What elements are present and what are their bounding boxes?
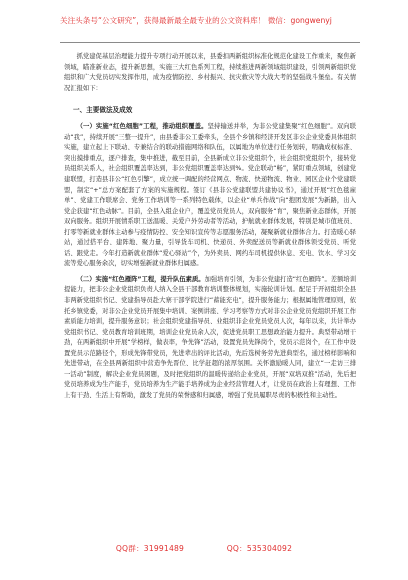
header-divider: [60, 42, 360, 43]
subsection-1-title: （一）实施“红色细胞”工程，推动组织覆盖。: [76, 123, 208, 131]
intro-paragraph: 抓党建促基层治理能力提升专项行动开展以来，县委扣两新组织标准化规范化建设工作重来，聚焦新领域，瞄准新业态，提升新思想，实施三大红色系列工程，持续推进两新领域组织建设，引领两新组织党组织和广大党员切实发挥作用，成为疫情防控、乡村振兴、抗灾救灾等大战大考的坚强战斗堡垒。有关情况汇报如下：: [64, 53, 356, 92]
document-body: [64, 52, 356, 401]
subsection-2-paragraph: [64, 275, 356, 402]
subsection-2-body: 加强培育引领，为非公党建打造“红色雁阵”。差额培训提能力，把非公企业党组织负责人纳入全县干部教育培训整体规划，实施轮训计划。配足于开初组织全县非两新党组织书记、党建指导员赴大寨干部学院进行“蓄能充电”，提升服务能力；根据属地管理原则，依托乡镇党委，对非公企业党员开展集中培训、案例讲座、学习考察等方式对非公企业党员党组织开展工作素质能力培训，提升服务意识；社会组织党建指导员、业组织非企业党员党员人次，每年以来，共计举办党组织书记、党员教育培训班期，培训企业党员余人次，促进党员职工思想政治能力提升。典型带动增干劲，在两新组织中开展“学榜样，做表率，争先锋”活动，设置党员先锋岗个，党员示范岗个，在工作中设置党员示范路径个，形成先锋带党员，先进辈出的评比活动，先后选树务劳先进典型名，通过榜样影响和先进带动，在全县两新组织中营造争先晋位、比学赶超的浓厚氛围。关怀激励暖人同，建立“一走访三排一活动”制度，解决企业党员困题，及时把党组织的温暖传递给企业党员，开展“双培双推”活动，先后把党员培养成为生产能手，党员培养为生产能手培养成为企业经营管理人才，让党员在政治上有理想、工作上有干劲、生活上有帮助，激发了党员的荣誉感和归属感，增强了党员履职尽责的积极性和主动性。: [64, 275, 356, 399]
subsection-1-body: 坚持输送并举，为非公党建集聚“红色细胞”。双向联动“我”，持续开展“三整一提升”，由县委非公工委牵头，全县个乡镇和经济开发区非公企业党委具体组织实施，建立起上下联动、专兼结合的联动措施网络和队伍，以属地为单位进行任务划转，明确成权标准、突出摸排重点，逐户排查，集中推进，截至目前，全县新成立非公党组织个，社会组织党组织个，接转党员组织关系人，社会组织覆盖率达到，非公党组织覆盖率达到%。党企联动“畅”，紧盯重点领域，创建党建联盟，打造县非公“红色引擎”，成立统一调配的经营网点、物流、快递物流、物业、园区企业个党建联盟，制定“+”总方案配套了方案的实施规程。签订《县非公党建联盟共建协议书》，通过开展“红色毯雇单”、党建工作联席会、党务工作培训等一系列特色载体，以企业“单兵作战”向“抱团发展”为新路，出入党企获建“红色动脉”。目前，全县入组企业户，覆盖党员党员人，双向服务“育”，聚焦新业态群体，开展双向服务。组织开展情系职工送温暖、关爱户外劳动者等活动，护航就业群体发展，特别是城市值班员、打零等新就业群体主动参与疫情防控、安全知识宣传等志愿服务活动，凝聚新就业群体合力。打造暖心驿站，通过搭平台、建阵地、聚力量，引导货车司机、快递员、外卖配送员等新就业群体领受党员、听党话、跟党走。今年打造新就业群体“爱心驿站”个，为外卖员、网约车司机提供休息、充电、饮水、学习交流等爱心服务余次，切实增强新就业群体归属感。: [64, 123, 356, 268]
footer-qq-group: QQ群：31991489: [115, 544, 185, 553]
subsection-2-title: （二）实施“红色雁阵”工程，提升队伍素质。: [76, 275, 205, 283]
footer-contact: [0, 543, 408, 554]
section-heading: 一、主要做法及成效: [73, 105, 133, 114]
header-banner: 关注头条号“公文研究”，获得最新最全最专业的公文资料库！ 微信：gongwenyj: [60, 16, 332, 25]
footer-qq: QQ：535304092: [226, 544, 293, 553]
subsection-1-paragraph: [64, 122, 356, 270]
